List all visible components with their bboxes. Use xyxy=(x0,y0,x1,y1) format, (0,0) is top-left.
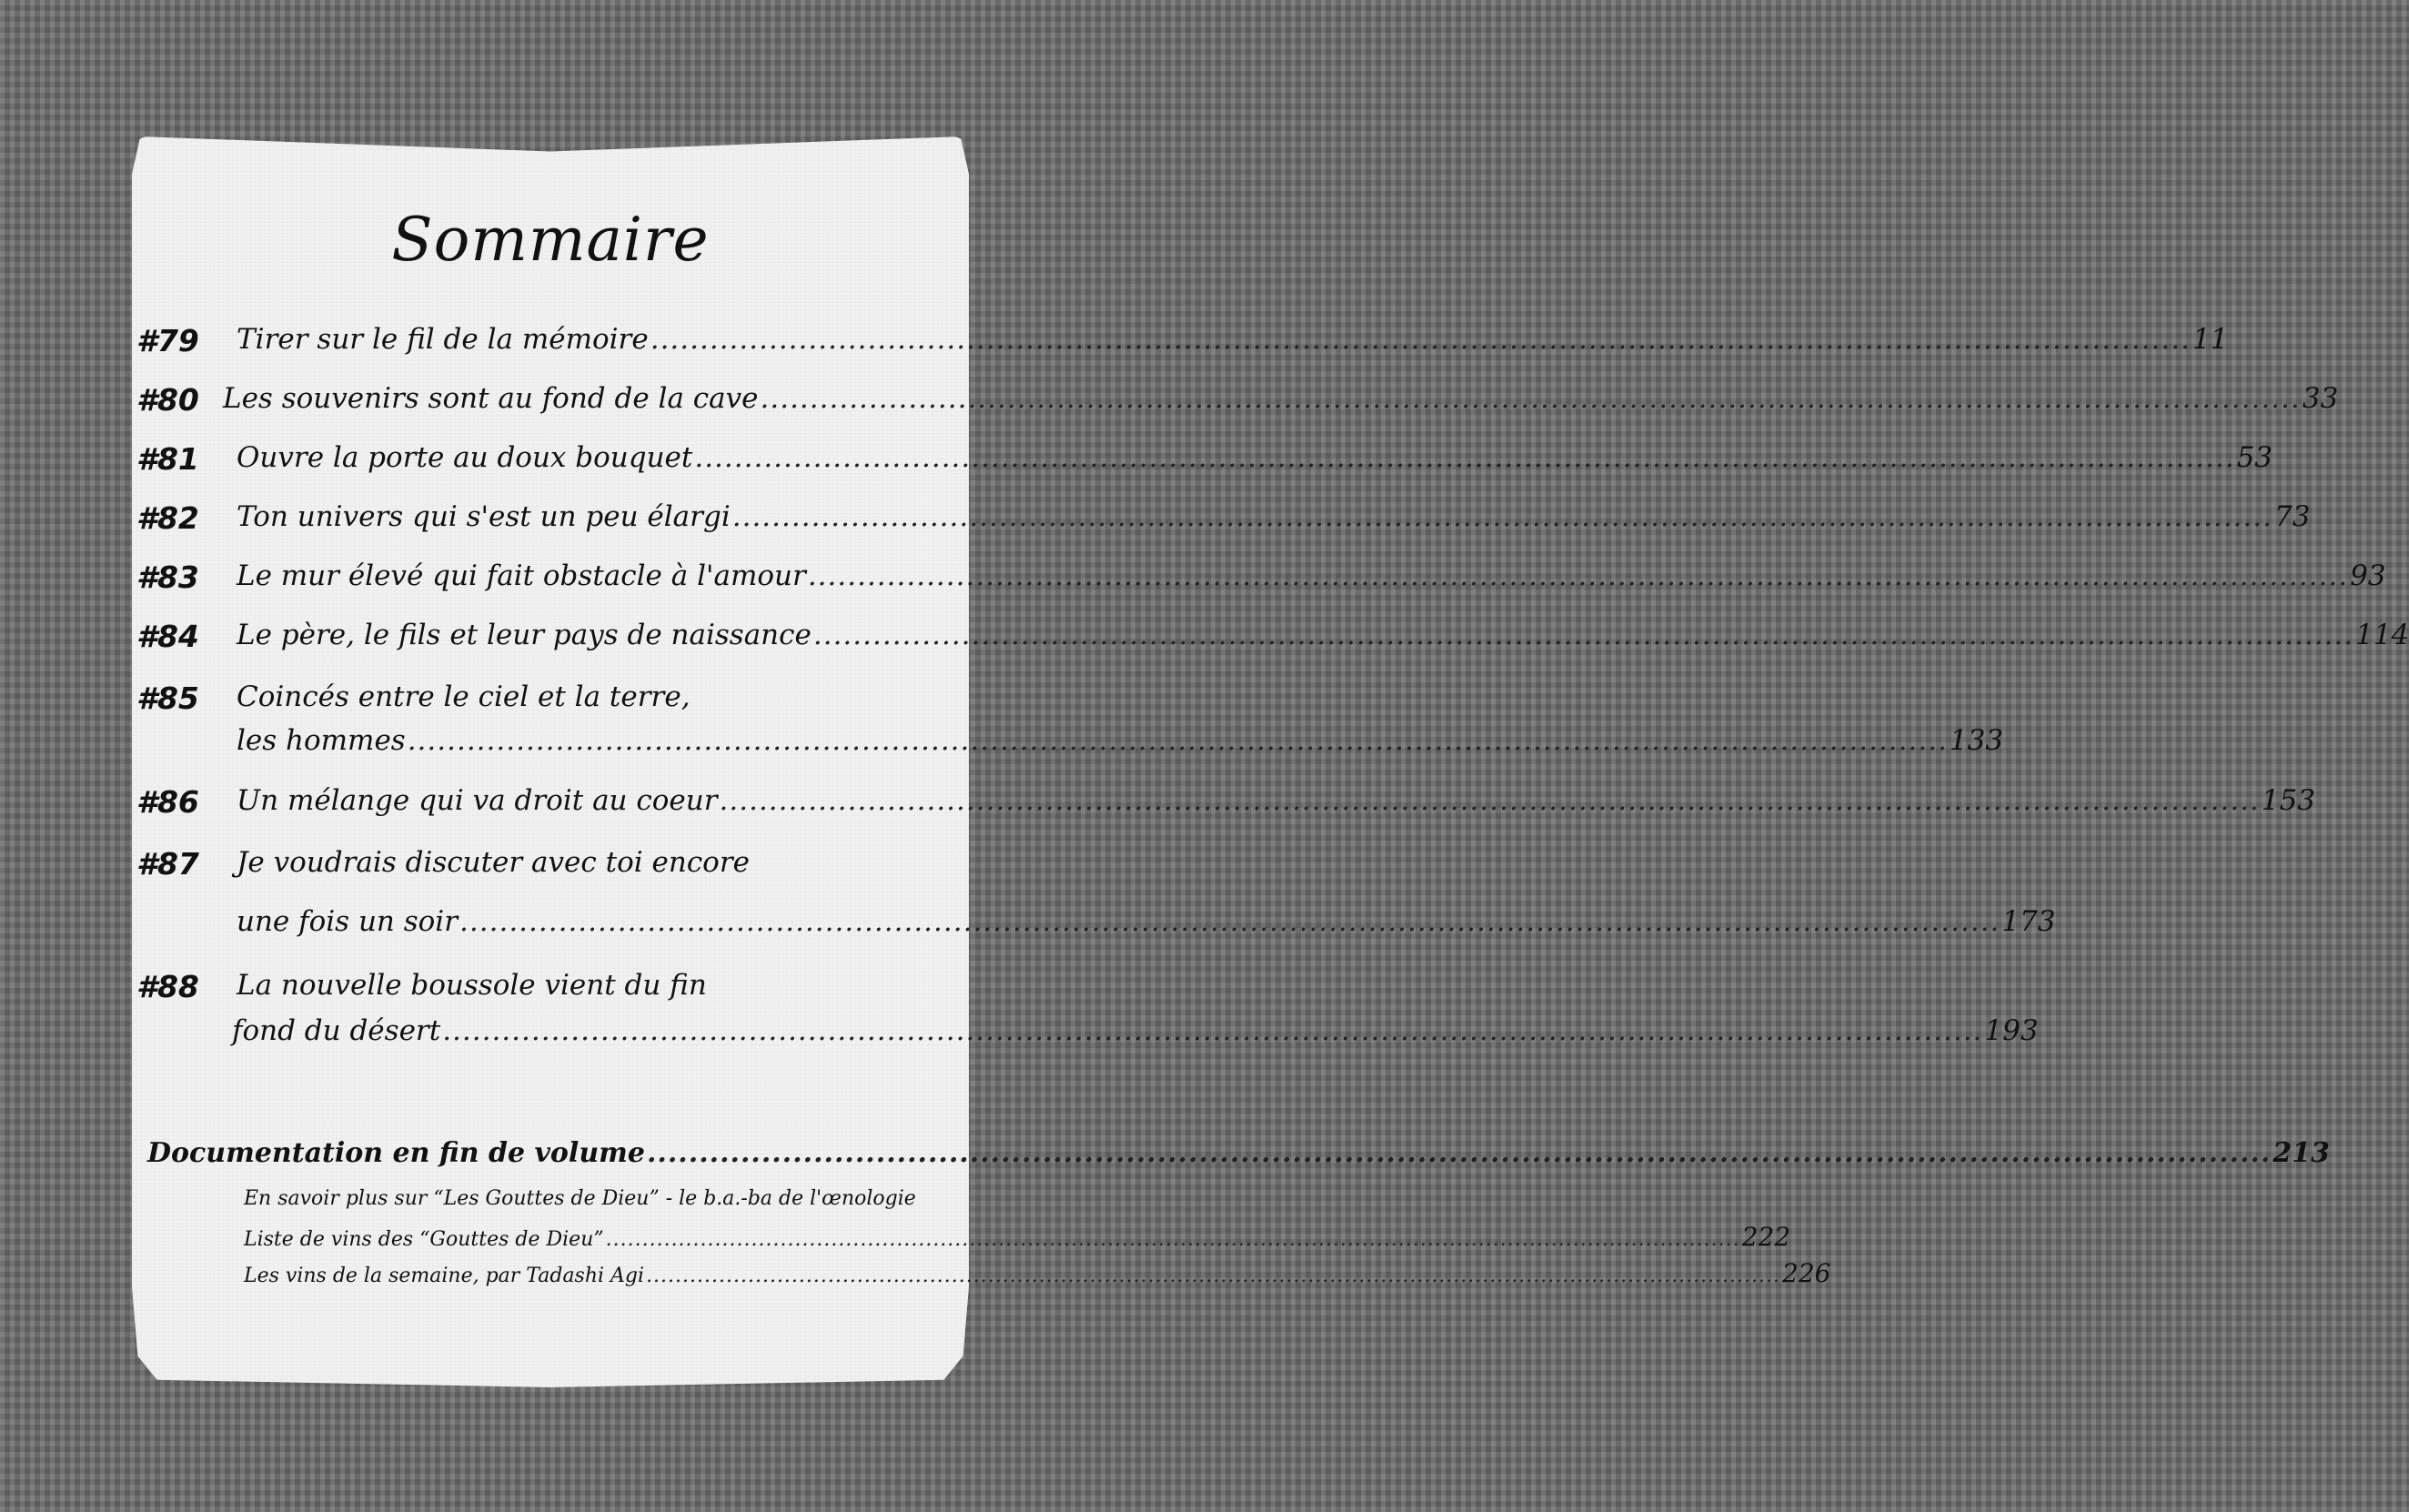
page-number: 73 xyxy=(2273,500,2311,533)
chapter-title: Un mélange qui va droit au coeur xyxy=(237,784,718,817)
toc-entry-88[interactable] xyxy=(136,969,2039,1069)
chapter-title: Ton univers qui s'est un peu élargi xyxy=(237,500,731,533)
chapter-number: #85 xyxy=(136,680,199,716)
documentation-item-label: En savoir plus sur “Les Gouttes de Dieu” - le b.a.-ba de l'œnologie xyxy=(244,1187,916,1210)
page-number: 93 xyxy=(2350,559,2386,592)
page-number: 133 xyxy=(1949,724,2004,757)
dot-leader xyxy=(459,905,2000,938)
chapter-number: #81 xyxy=(136,441,199,477)
page-number: 11 xyxy=(2192,323,2229,356)
chapter-title: Le père, le fils et leur pays de naissance xyxy=(237,619,811,651)
dot-leader xyxy=(647,1137,2271,1169)
documentation-entry[interactable] xyxy=(147,1137,2330,1169)
documentation-item-page: 226 xyxy=(1782,1258,1831,1288)
page-number: 114 xyxy=(2355,619,2409,651)
page-number: 173 xyxy=(2001,905,2056,938)
chapter-title: Tirer sur le fil de la mémoire xyxy=(237,323,649,356)
dot-leader xyxy=(646,1265,1780,1287)
chapter-title-line-2: les hommes xyxy=(237,724,406,757)
chapter-title-line-1: Je voudrais discuter avec toi encore xyxy=(237,846,751,879)
chapter-title: Les souvenirs sont au fond de la cave xyxy=(223,382,759,415)
dot-leader xyxy=(606,1228,1740,1251)
dot-leader xyxy=(408,724,1948,757)
toc-entry-81[interactable] xyxy=(136,441,2273,487)
toc-entry-82[interactable] xyxy=(136,500,2311,546)
documentation-item-label: Les vins de la semaine, par Tadashi Agi xyxy=(244,1265,645,1287)
chapter-number: #80 xyxy=(136,382,199,418)
toc-entry-80[interactable] xyxy=(136,382,2339,428)
page-number: 153 xyxy=(2261,784,2315,817)
dot-leader xyxy=(442,1014,1982,1047)
dot-leader xyxy=(732,500,2273,533)
documentation-item-2[interactable] xyxy=(244,1222,1791,1252)
toc-entry-85[interactable] xyxy=(136,680,2004,771)
dot-leader xyxy=(650,323,2191,356)
toc-entry-84[interactable] xyxy=(136,619,2409,664)
chapter-title-line-1: Coincés entre le ciel et la terre, xyxy=(237,680,690,713)
chapter-title: Ouvre la porte au doux bouquet xyxy=(237,441,693,474)
documentation-page: 213 xyxy=(2273,1137,2330,1169)
chapter-title-line-2: fond du désert xyxy=(232,1014,441,1047)
toc-entry-83[interactable] xyxy=(136,559,2386,605)
chapter-title-line-1: La nouvelle boussole vient du fin xyxy=(237,969,707,1002)
page-title: Sommaire xyxy=(391,205,710,275)
chapter-title: Le mur élevé qui fait obstacle à l'amour xyxy=(237,559,806,592)
toc-entry-79[interactable] xyxy=(136,323,2229,368)
chapter-number: #87 xyxy=(136,846,199,882)
toc-entry-87[interactable] xyxy=(136,846,2056,955)
chapter-number: #86 xyxy=(136,784,199,820)
chapter-number: #84 xyxy=(136,619,199,654)
chapter-number: #79 xyxy=(136,323,199,358)
documentation-item-label: Liste de vins des “Gouttes de Dieu” xyxy=(244,1228,604,1251)
dot-leader xyxy=(720,784,2260,817)
chapter-number: #82 xyxy=(136,500,199,536)
dot-leader xyxy=(813,619,2354,651)
page-number: 53 xyxy=(2236,441,2273,474)
dot-leader xyxy=(694,441,2234,474)
toc-entry-86[interactable] xyxy=(136,784,2315,830)
chapter-number: #88 xyxy=(136,969,199,1004)
documentation-label: Documentation en fin de volume xyxy=(147,1137,645,1169)
dot-leader xyxy=(808,559,2348,592)
documentation-item-1[interactable] xyxy=(244,1187,955,1210)
documentation-item-page: 222 xyxy=(1741,1222,1791,1252)
page-number: 193 xyxy=(1984,1014,2039,1047)
dot-leader xyxy=(761,382,2301,415)
page-number: 33 xyxy=(2302,382,2339,415)
chapter-number: #83 xyxy=(136,559,199,595)
chapter-title-line-2: une fois un soir xyxy=(237,905,459,938)
documentation-item-3[interactable] xyxy=(244,1258,1831,1288)
